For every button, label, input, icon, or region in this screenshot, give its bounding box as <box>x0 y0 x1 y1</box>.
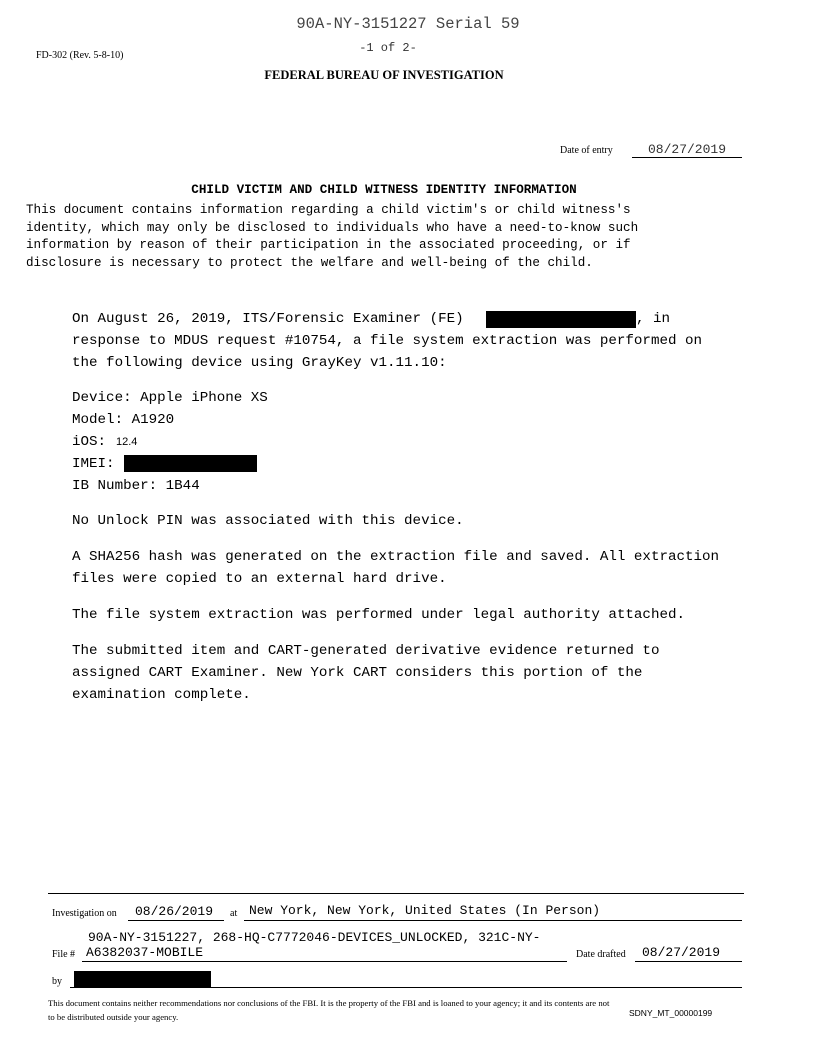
legal-authority: The file system extraction was performed under legal authority attached. <box>72 607 685 623</box>
device-line: Device: Apple iPhone XS <box>72 390 268 406</box>
notice-line: identity, which may only be disclosed to individuals who have a need-to-know such <box>26 221 639 235</box>
file-numbers-line2: A6382037-MOBILE <box>86 945 204 960</box>
bates-number: SDNY_MT_00000199 <box>629 1008 713 1018</box>
file-underline <box>82 961 567 962</box>
body-p1-line1: On August 26, 2019, ITS/Forensic Examiner (FE) <box>72 311 464 327</box>
investigation-location: New York, New York, United States (In Person) <box>249 903 601 918</box>
date-drafted-underline <box>635 961 742 962</box>
investigation-date-underline <box>128 920 224 921</box>
ios-value: 12.4 <box>116 436 138 448</box>
body-p1-line1-end: , in <box>636 311 671 327</box>
form-id: FD-302 (Rev. 5-8-10) <box>36 50 124 61</box>
file-label: File # <box>52 949 76 960</box>
date-drafted-value: 08/27/2019 <box>642 945 721 960</box>
redaction-imei <box>124 455 257 472</box>
file-numbers-line1: 90A-NY-3151227, 268-HQ-C7772046-DEVICES_UNLOCKED, 321C-NY- <box>88 930 541 945</box>
page-number: -1 of 2- <box>359 41 417 55</box>
date-of-entry-value: 08/27/2019 <box>647 142 726 157</box>
date-of-entry-label: Date of entry <box>560 145 613 156</box>
notice-title: CHILD VICTIM AND CHILD WITNESS IDENTITY INFORMATION <box>191 183 577 197</box>
notice-line: disclosure is necessary to protect the welfare and well-being of the child. <box>26 256 593 270</box>
serial-header: 90A-NY-3151227 Serial 59 <box>296 15 520 33</box>
imei-label: IMEI: <box>72 456 115 472</box>
notice-line: This document contains information regarding a child victim's or child witness's <box>26 203 631 217</box>
returned-line1: The submitted item and CART-generated derivative evidence returned to <box>72 643 660 659</box>
footer-top-rule <box>48 893 744 894</box>
agency-title: FEDERAL BUREAU OF INVESTIGATION <box>264 68 504 82</box>
ios-label: iOS: <box>72 434 107 450</box>
at-label: at <box>230 908 238 919</box>
notice-line: information by reason of their participation in the associated proceeding, or if <box>26 238 631 252</box>
disclaimer-line1: This document contains neither recommendations nor conclusions of the FBI. It is the property of the FBI and is loaned to your agency; it and its contents are not <box>48 998 610 1008</box>
by-label: by <box>52 976 62 987</box>
body-p1-line2: response to MDUS request #10754, a file system extraction was performed on <box>72 333 703 349</box>
location-underline <box>244 920 742 921</box>
disclaimer-line2: to be distributed outside your agency. <box>48 1012 179 1022</box>
by-underline <box>70 987 742 988</box>
model-line: Model: A1920 <box>72 412 175 428</box>
investigation-date: 08/26/2019 <box>135 904 214 919</box>
returned-line3: examination complete. <box>72 687 251 703</box>
redaction-examiner-name <box>486 311 636 328</box>
redaction-author <box>74 971 211 987</box>
date-of-entry-underline <box>632 157 742 158</box>
ib-number-line: IB Number: 1B44 <box>72 478 200 494</box>
hash-line1: A SHA256 hash was generated on the extraction file and saved. All extraction <box>72 549 720 565</box>
body-p1-line3: the following device using GrayKey v1.11.10: <box>72 355 447 371</box>
no-unlock-pin: No Unlock PIN was associated with this device. <box>72 513 464 529</box>
hash-line2: files were copied to an external hard drive. <box>72 571 447 587</box>
returned-line2: assigned CART Examiner. New York CART considers this portion of the <box>72 665 643 681</box>
date-drafted-label: Date drafted <box>576 949 626 960</box>
investigation-on-label: Investigation on <box>52 908 117 919</box>
